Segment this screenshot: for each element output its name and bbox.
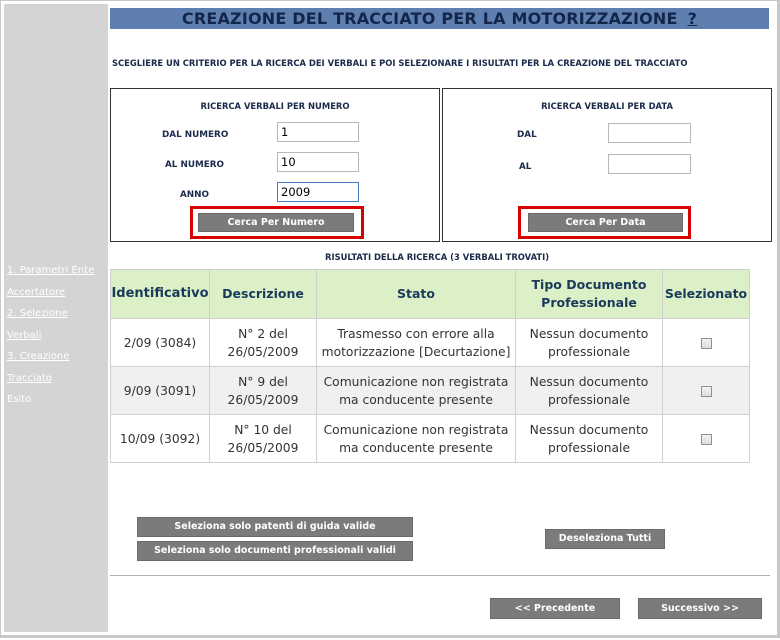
sidebar-item-tracciato[interactable]: Tracciato	[7, 372, 52, 384]
col-descrizione: Descrizione	[210, 270, 317, 319]
results-title: RISULTATI DELLA RICERCA (3 VERBALI TROVATI)	[325, 252, 550, 262]
row-select-checkbox[interactable]	[701, 434, 712, 445]
row-tipo: Nessun documento professionale	[516, 319, 663, 367]
row-descrizione: N° 2 del 26/05/2009	[210, 319, 317, 367]
row-select-cell	[663, 319, 750, 367]
row-descrizione: N° 9 del 26/05/2009	[210, 367, 317, 415]
search-by-number-button[interactable]: Cerca Per Numero	[198, 213, 354, 232]
from-date-label: DAL	[517, 130, 537, 140]
sidebar-item-parametri-ente[interactable]: 1. Parametri Ente	[7, 265, 95, 276]
table-row	[111, 367, 750, 415]
to-number-label: AL NUMERO	[165, 160, 224, 170]
row-tipo: Nessun documento professionale	[516, 367, 663, 415]
from-number-input[interactable]: 1	[277, 122, 359, 142]
sidebar	[4, 4, 108, 632]
next-button[interactable]: Successivo >>	[638, 598, 762, 619]
select-valid-professional-docs-button[interactable]: Seleziona solo documenti professionali validi	[137, 541, 413, 561]
col-tipo-documento: Tipo Documento Professionale	[516, 270, 663, 319]
row-tipo: Nessun documento professionale	[516, 415, 663, 463]
from-number-label: DAL NUMERO	[162, 130, 229, 140]
to-date-input[interactable]	[608, 154, 691, 174]
row-select-checkbox[interactable]	[701, 386, 712, 397]
page-title: CREAZIONE DEL TRACCIATO PER LA MOTORIZZAZIONE	[181, 9, 678, 28]
from-date-input[interactable]	[608, 123, 691, 143]
row-descrizione: N° 10 del 26/05/2009	[210, 415, 317, 463]
year-label: ANNO	[180, 190, 210, 200]
sidebar-item-verbali[interactable]: Verbali	[7, 329, 42, 341]
sidebar-nav	[7, 260, 94, 411]
row-stato: Comunicazione non registrata ma conducente presente	[317, 415, 516, 463]
row-select-cell	[663, 367, 750, 415]
row-id: 9/09 (3091)	[111, 367, 210, 415]
previous-button[interactable]: << Precedente	[490, 598, 620, 619]
select-valid-licenses-button[interactable]: Seleziona solo patenti di guida valide	[137, 517, 413, 537]
search-by-number-header: RICERCA VERBALI PER NUMERO	[200, 101, 350, 111]
page-title-bar	[110, 8, 769, 29]
col-identificativo: Identificativo	[111, 270, 210, 319]
sidebar-item-accertatore[interactable]: Accertatore	[7, 286, 66, 298]
to-date-label: AL	[519, 162, 532, 172]
row-stato: Comunicazione non registrata ma conducente presente	[317, 367, 516, 415]
table-row	[111, 319, 750, 367]
instructions-text: SCEGLIERE UN CRITERIO PER LA RICERCA DEI VERBALI E POI SELEZIONARE I RISULTATI PER LA CREAZIONE DEL TRACCIATO	[112, 58, 688, 68]
col-selezionato: Selezionato	[663, 270, 750, 319]
footer-divider	[110, 575, 770, 576]
row-select-checkbox[interactable]	[701, 338, 712, 349]
search-by-date-header: RICERCA VERBALI PER DATA	[541, 101, 673, 111]
deselect-all-button[interactable]: Deseleziona Tutti	[545, 529, 665, 549]
search-by-date-button[interactable]: Cerca Per Data	[528, 213, 683, 232]
col-stato: Stato	[317, 270, 516, 319]
table-row	[111, 415, 750, 463]
year-input[interactable]: 2009	[277, 182, 359, 202]
results-table	[110, 269, 750, 463]
results-header-row	[111, 270, 750, 319]
help-link[interactable]: ?	[687, 9, 698, 28]
sidebar-item-selezione[interactable]: 2. Selezione	[7, 308, 68, 319]
sidebar-item-esito: Esito	[7, 394, 32, 405]
row-select-cell	[663, 415, 750, 463]
row-id: 10/09 (3092)	[111, 415, 210, 463]
sidebar-item-creazione[interactable]: 3. Creazione	[7, 351, 70, 362]
row-id: 2/09 (3084)	[111, 319, 210, 367]
to-number-input[interactable]: 10	[277, 152, 359, 172]
row-stato: Trasmesso con errore alla motorizzazione [Decurtazione]	[317, 319, 516, 367]
